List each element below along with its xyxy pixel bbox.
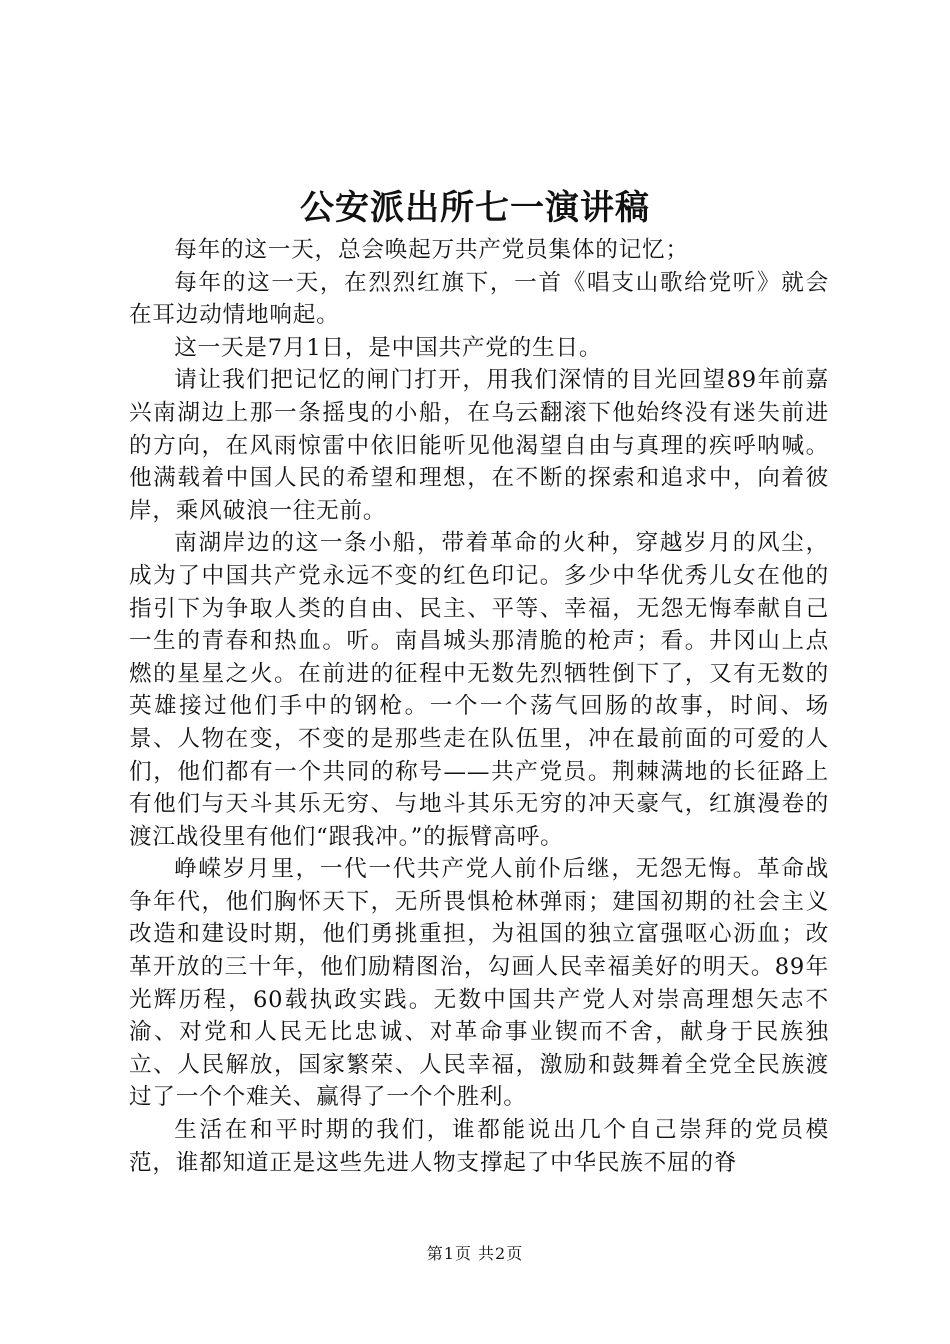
paragraph: 每年的这一天，在烈烈红旗下，一首《唱支山歌给党听》就会在耳边动情地响起。 — [129, 269, 829, 329]
paragraph: 南湖岸边的这一条小船，带着革命的火种，穿越岁月的风尘，成为了中国共产党永远不变的红色印记。多少中华优秀儿女在他的指引下为争取人类的自由、民主、平等、幸福，无怨无悔奉献自己一生的青春和热血。听。南昌城头那清脆的枪声；看。井冈山上点燃的星星之火。在前进的征程中无数先烈牺牲倒下了，又有无数的英雄接过他们手中的钢枪。一个一个荡气回肠的故事，时间、场景、人物在变，不变的是那些走在队伍里，冲在最前面的可爱的人们，他们都有一个共同的称号——共产党员。荆棘满地的长征路上有他们与天斗其乐无穷、与地斗其乐无穷的冲天豪气，红旗漫卷的渡江战役里有他们“跟我冲。”的振臂高呼。 — [129, 530, 829, 850]
document-body — [129, 234, 829, 1179]
paragraph: 每年的这一天，总会唤起万共产党员集体的记忆； — [174, 237, 689, 263]
page-footer: 第1页 共2页 — [426, 1244, 524, 1263]
paragraph: 生活在和平时期的我们，谁都能说出几个自己崇拜的党员模范，谁都知道正是这些先进人物支撑起了中华民族不屈的脊 — [129, 1117, 829, 1176]
paragraph: 这一天是7月1日，是中国共产党的生日。 — [174, 334, 603, 361]
paragraph: 峥嵘岁月里，一代一代共产党人前仆后继，无怨无悔。革命战争年代，他们胸怀天下，无所畏惧枪林弹雨；建国初期的社会主义改造和建设时期，他们勇挑重担，为祖国的独立富强呕心沥血；改革开放的三十年，他们励精图治，勾画人民幸福美好的明天。89年光辉历程，60载执政实践。无数中国共产党人对崇高理想矢志不渝、对党和人民无比忠诚、对革命事业锲而不舍，献身于民族独立、人民解放，国家繁荣、人民幸福，激励和鼓舞着全党全民族渡过了一个个难关、赢得了一个个胜利。 — [129, 856, 829, 1111]
paragraph: 请让我们把记忆的闸门打开，用我们深情的目光回望89年前嘉兴南湖边上那一条摇曳的小船，在乌云翻滚下他始终没有迷失前进的方向，在风雨惊雷中依旧能听见他渴望自由与真理的疾呼呐喊。他满载着中国人民的希望和理想，在不断的探索和追求中，向着彼岸，乘风破浪一往无前。 — [129, 367, 829, 524]
page-title: 公安派出所七一演讲稿 — [300, 188, 650, 228]
